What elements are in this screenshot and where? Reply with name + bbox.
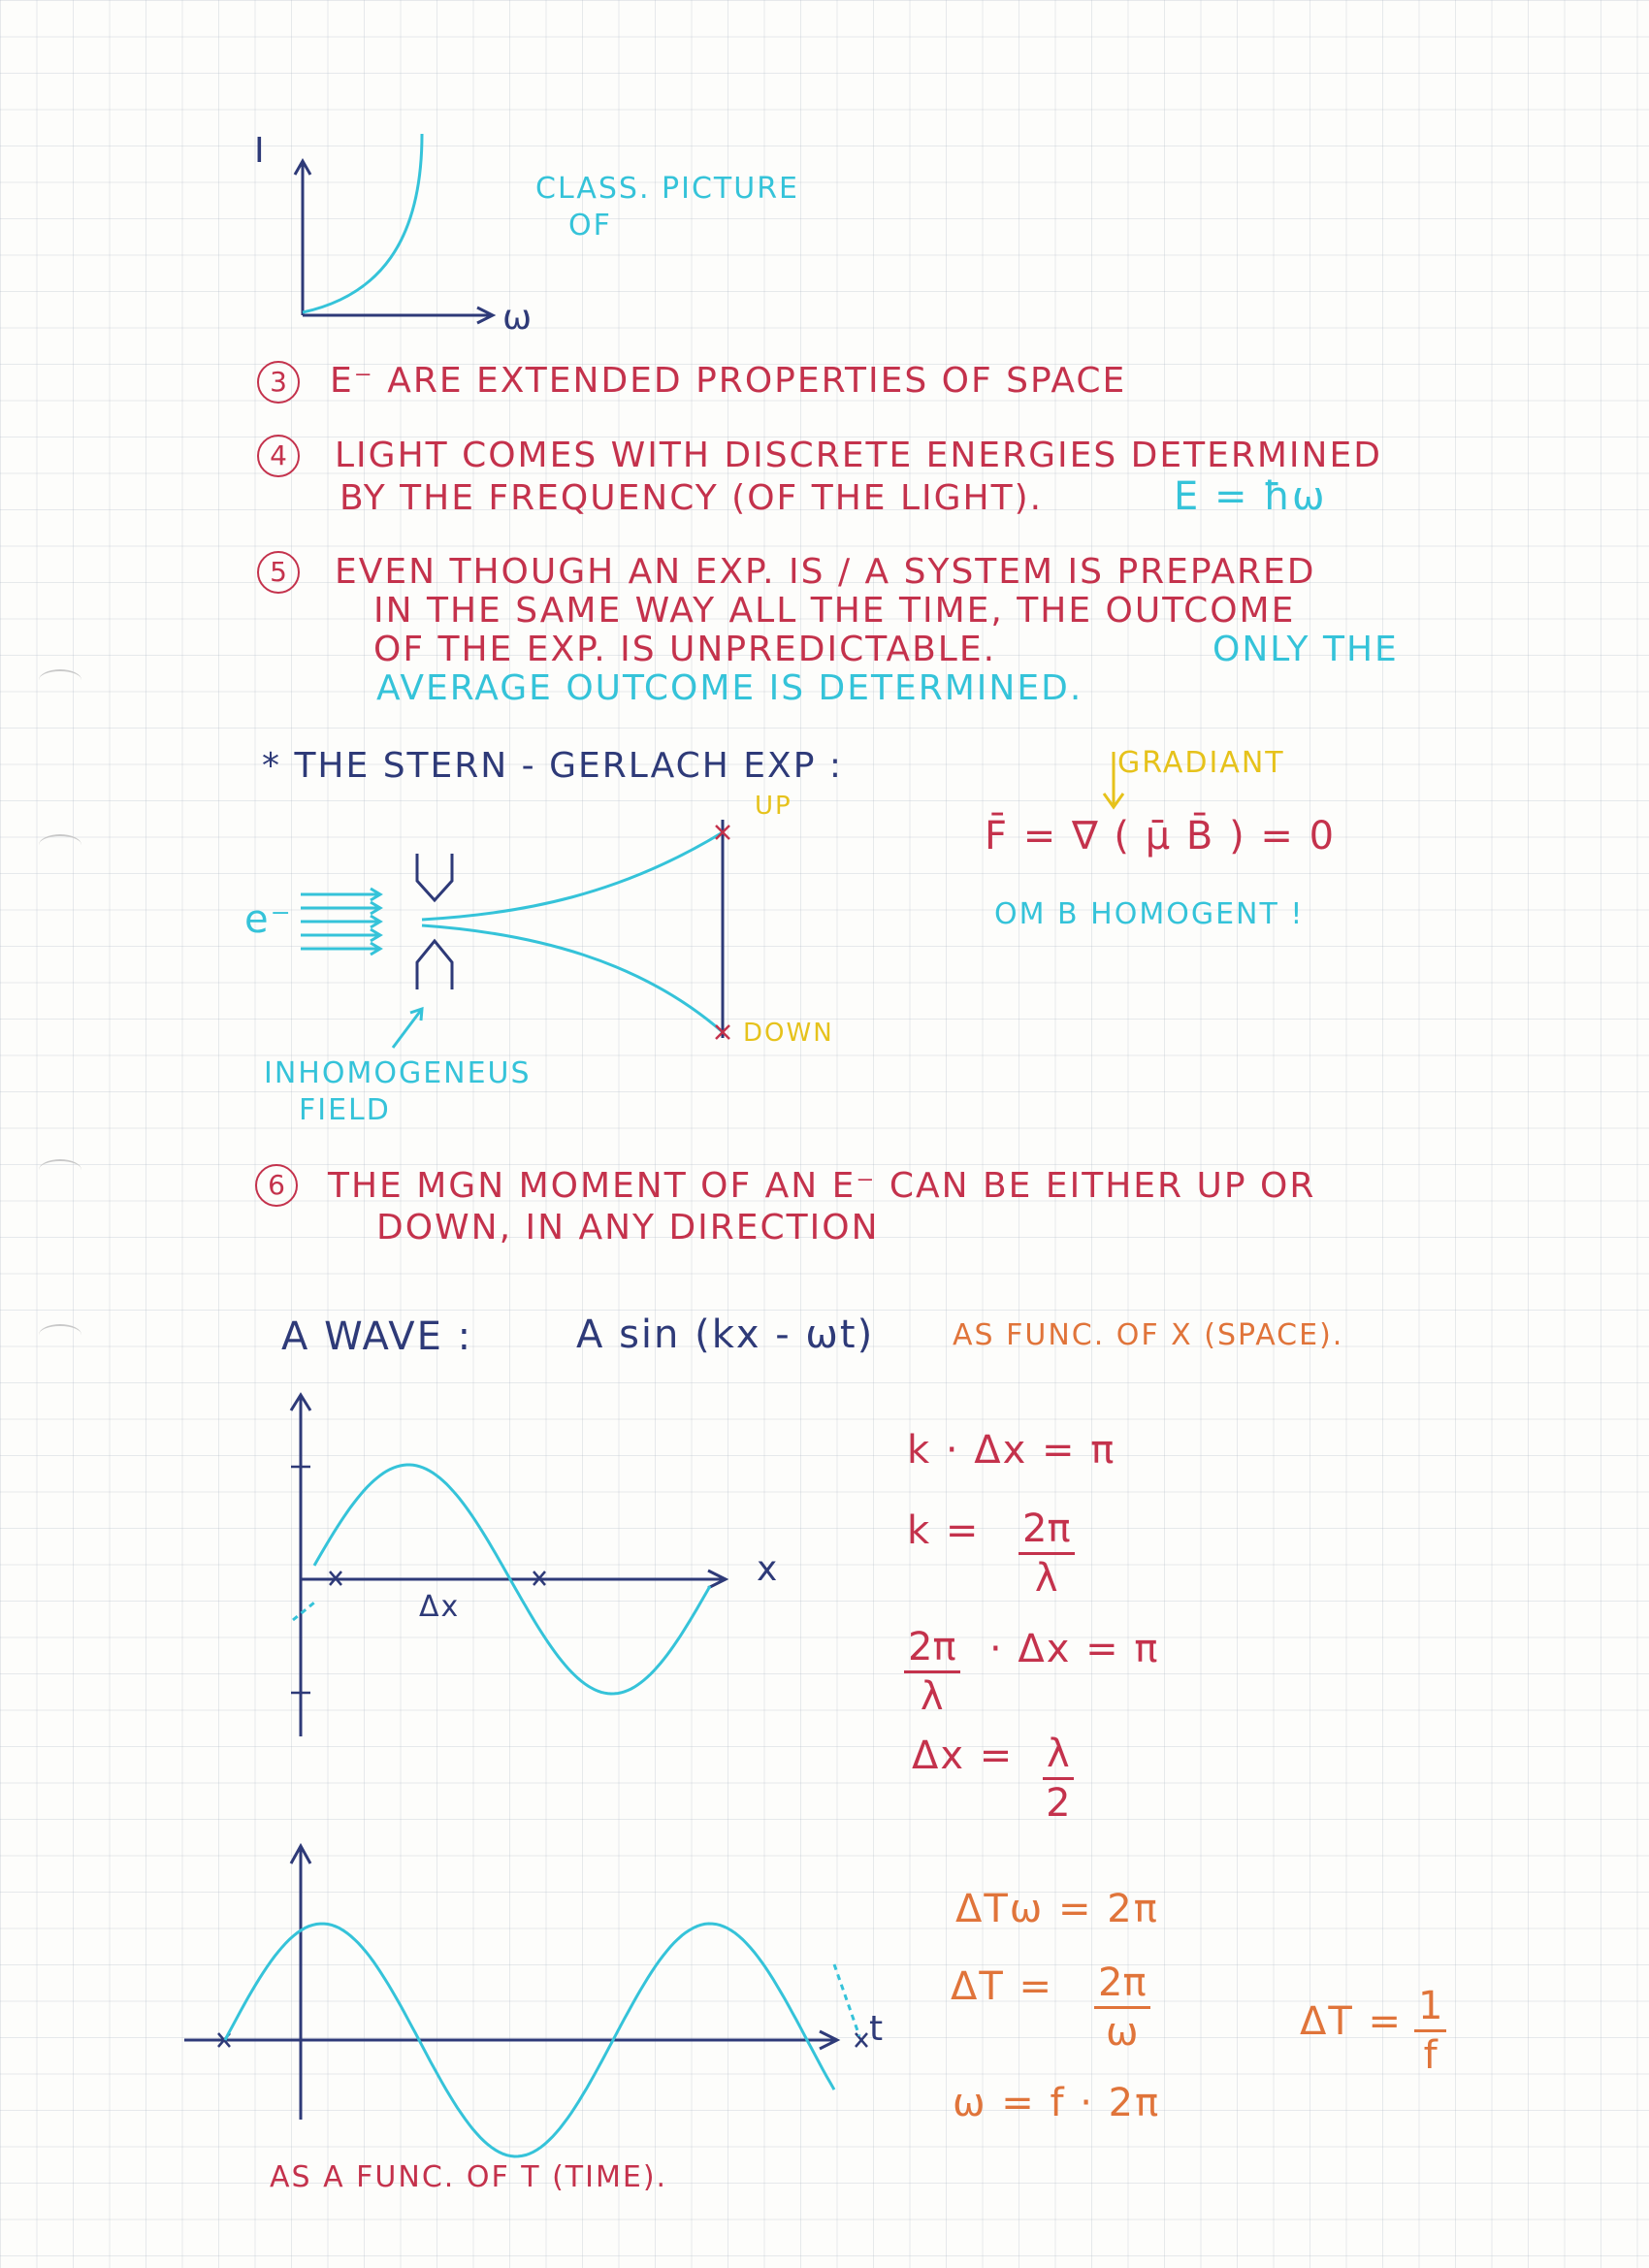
delta-x-label: Δx [419, 1590, 461, 1624]
item5-line1: EVEN THOUGH AN EXP. IS / A SYSTEM IS PREPARED [335, 552, 1316, 592]
wave-formula: A sin (kx - ωt) [576, 1312, 875, 1357]
fraction-bar [1414, 2029, 1446, 2032]
eq-period-lhs: ΔT = [1300, 1999, 1404, 2044]
spin-up-beam [422, 832, 723, 920]
item5-line4: AVERAGE OUTCOME IS DETERMINED. [376, 668, 1083, 708]
eq4-numerator: λ [1047, 1732, 1070, 1776]
electron-symbol: e⁻ [244, 897, 293, 942]
item4-number-badge: 4 [257, 435, 300, 477]
eq3-rest: · Δx = π [989, 1627, 1160, 1671]
item4-energy-formula: E = ħω [1174, 474, 1327, 519]
item4-line2: BY THE FREQUENCY (OF THE LIGHT). [340, 478, 1044, 518]
item3-number-badge: 3 [257, 361, 300, 404]
inhomogeneous-field-line1: INHOMOGENEUS [264, 1056, 532, 1090]
spin-down-beam [422, 925, 723, 1032]
homogeneous-note: OM B HOMOGENT ! [994, 897, 1305, 931]
classical-intensity-graph [242, 126, 534, 349]
eq3-fraction [904, 1625, 960, 1719]
force-formula: F̄ = ∇ ( μ̄ B̄ ) = 0 [985, 814, 1337, 859]
wave-space-note: AS FUNC. OF X (SPACE). [953, 1318, 1344, 1352]
space-wave-dashed-start [293, 1603, 314, 1620]
gradient-label: GRADIANT [1117, 746, 1285, 780]
eq-delta-t-denominator: ω [1106, 2010, 1139, 2055]
item4-line1: LIGHT COMES WITH DISCRETE ENERGIES DETERMINED [335, 436, 1382, 475]
time-caption: AS A FUNC. OF T (TIME). [270, 2160, 668, 2194]
item3-text: E⁻ ARE EXTENDED PROPERTIES OF SPACE [330, 361, 1127, 401]
eq-k-fraction [1018, 1507, 1075, 1601]
classical-picture-line1: CLASS. PICTURE [535, 172, 799, 206]
eq3-numerator: 2π [908, 1625, 956, 1669]
classical-picture-line2: OF [568, 209, 612, 243]
eq-k-lhs: k = [907, 1508, 981, 1553]
stern-gerlach-heading: * THE STERN - GERLACH EXP : [262, 746, 843, 786]
graph1-y-label: I [254, 131, 267, 171]
time-wave-dashed-end [834, 1964, 859, 2036]
magnet-north [417, 854, 452, 900]
spin-down-label: DOWN [743, 1019, 834, 1048]
fraction-bar [1043, 1777, 1074, 1780]
eq4-fraction [1043, 1732, 1074, 1826]
eq-k-delta-x: k · Δx = π [907, 1428, 1116, 1473]
magnet-south [417, 941, 452, 989]
item6-number-badge: 6 [255, 1164, 298, 1207]
item6-line1: THE MGN MOMENT OF AN E⁻ CAN BE EITHER UP OR [328, 1166, 1316, 1206]
fraction-bar [1018, 1552, 1075, 1555]
eq-period-numerator: 1 [1418, 1984, 1443, 2028]
graph3-x-label: t [869, 2009, 886, 2049]
item5-line2: IN THE SAME WAY ALL THE TIME, THE OUTCOME [373, 591, 1296, 631]
eq-period-fraction [1414, 1984, 1446, 2078]
wave-time-graph [175, 1838, 892, 2139]
inhomogeneous-field-line2: FIELD [299, 1093, 391, 1127]
item5-only-the: ONLY THE [1212, 630, 1399, 669]
binder-hole [39, 1159, 81, 1181]
eq-delta-t-fraction [1094, 1960, 1150, 2055]
stern-gerlach-diagram [291, 805, 757, 1057]
binder-hole [39, 1324, 81, 1345]
binder-hole [39, 669, 81, 691]
item5-line3: OF THE EXP. IS UNPREDICTABLE. [373, 630, 997, 669]
graph1-x-label: ω [502, 298, 534, 338]
field-pointer-arrow [393, 1009, 422, 1048]
electron-beam [301, 889, 380, 955]
eq-omega-f: ω = f · 2π [953, 2081, 1161, 2125]
fraction-bar [904, 1670, 960, 1673]
binder-hole [39, 834, 81, 856]
item5-number-badge: 5 [257, 551, 300, 594]
eq-delta-t-omega: ΔTω = 2π [955, 1887, 1159, 1931]
fraction-bar [1094, 2006, 1150, 2009]
eq-k-numerator: 2π [1022, 1507, 1071, 1551]
eq-delta-t-lhs: ΔT = [951, 1964, 1054, 2009]
wave-label: A WAVE : [281, 1314, 473, 1359]
eq-k-denominator: λ [1034, 1556, 1058, 1601]
eq3-denominator: λ [920, 1674, 944, 1719]
eq4-denominator: 2 [1046, 1781, 1071, 1826]
item6-line2: DOWN, IN ANY DIRECTION [376, 1208, 880, 1247]
eq-delta-t-numerator: 2π [1098, 1960, 1147, 2005]
eq-period-denominator: f [1423, 2033, 1438, 2078]
graph2-x-label: x [757, 1549, 780, 1589]
intensity-curve [303, 134, 422, 312]
spin-up-label: UP [755, 792, 792, 821]
wave-space-graph [272, 1377, 815, 1746]
eq4-lhs: Δx = [912, 1733, 1015, 1778]
